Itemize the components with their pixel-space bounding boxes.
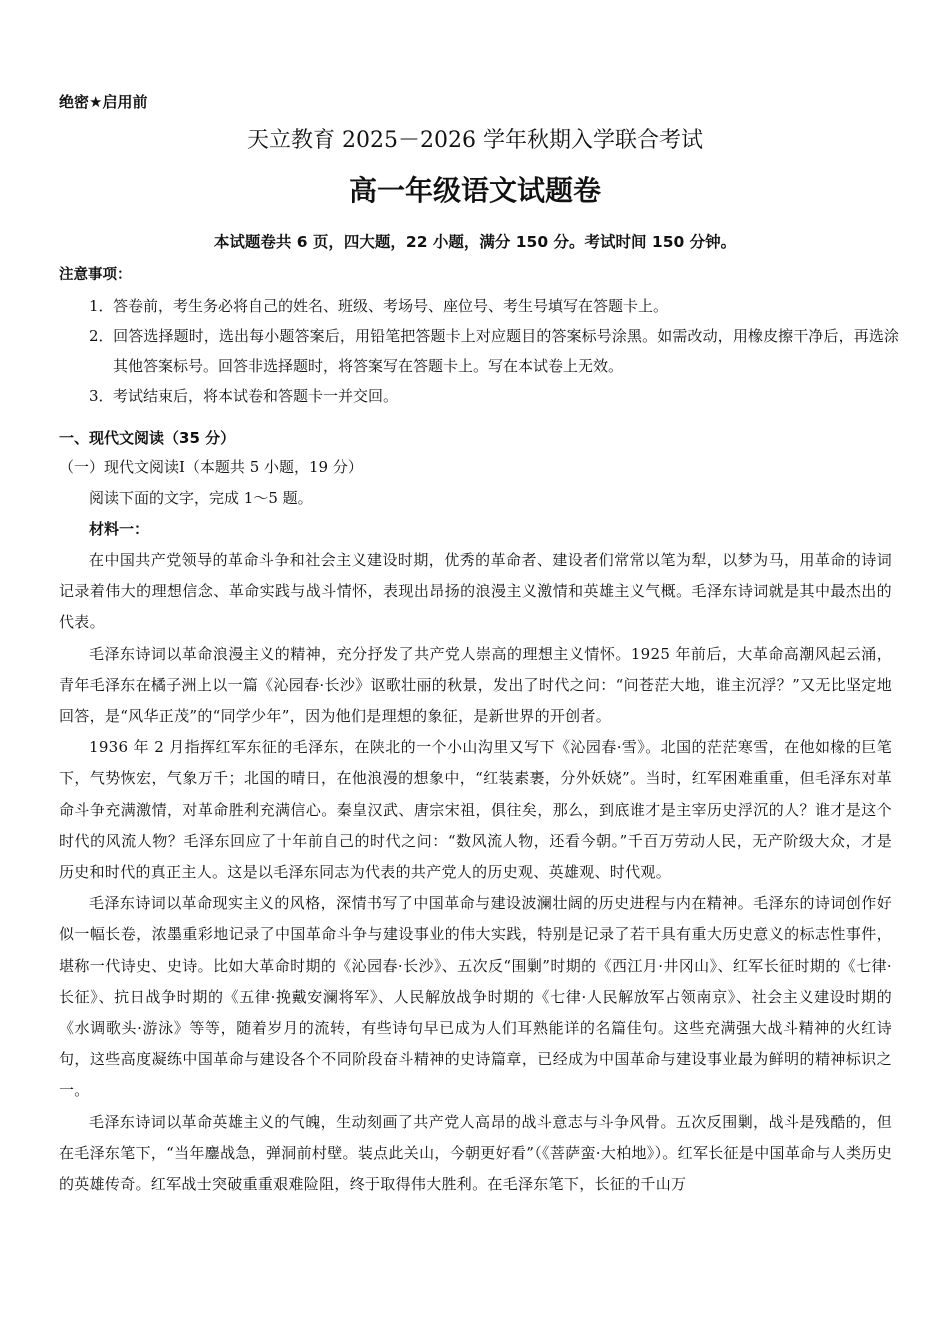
body-paragraph: 在中国共产党领导的革命斗争和社会主义建设时期，优秀的革命者、建设者们常常以笔为犁，以梦为马，用革命的诗词记录着伟大的理想信念、革命实践与战斗情怀，表现出昂扬的浪漫主义激情和英雄主义气概。毛泽东诗词就是其中最杰出的代表。 [59,551,892,632]
notice-item [89,321,899,381]
subsection-heading: （一）现代文阅读Ⅰ（本题共 5 小题，19 分） [59,458,363,476]
body-paragraph: 1936 年 2 月指挥红军东征的毛泽东，在陕北的一个小山沟里又写下《沁园春·雪》。北国的茫茫寒雪，在他如椽的巨笔下，气势恢宏，气象万千；北国的晴日，在他浪漫的想象中，“红装素裹，分外妖娆”。当时，红军困难重重，但毛泽东对革命斗争充满激情，对革命胜利充满信心。秦皇汉武、唐宗宋祖，俱往矣，那么，到底谁才是主宰历史浮沉的人？谁才是这个时代的风流人物？毛泽东回应了十年前自己的时代之问：“数风流人物，还看今朝。”千百万劳动人民，无产阶级大众，才是历史和时代的真正主人。这是以毛泽东同志为代表的共产党人的历史观、英雄观、时代观。 [59,738,892,882]
notice-item [89,291,899,321]
notice-item-number: 1． [89,297,114,315]
paper-info: 本试题卷共 6 页，四大题，22 小题，满分 150 分。考试时间 150 分钟。 [213,233,737,251]
paper-title: 高一年级语文试题卷 [348,174,601,207]
exam-title: 天立教育 2025－2026 学年秋期入学联合考试 [247,128,703,153]
body-paragraph: 毛泽东诗词以革命英雄主义的气魄，生动刻画了共产党人高昂的战斗意志与斗争风骨。五次反围剿，战斗是残酷的，但在毛泽东笔下，“当年鏖战急，弹洞前村壁。装点此关山，今朝更好看”（《菩萨蛮·大柏地》）。红军长征是中国革命与人类历史的英雄传奇。红军战士突破重重艰难险阻，终于取得伟大胜利。在毛泽东笔下，长征的千山万 [59,1112,892,1194]
body-paragraph: 毛泽东诗词以革命现实主义的风格，深情书写了中国革命与建设波澜壮阔的历史进程与内在精神。毛泽东的诗词创作好似一幅长卷，浓墨重彩地记录了中国革命斗争与建设事业的伟大实践，特别是记录了若干具有重大历史意义的标志性事件，堪称一代诗史、史诗。比如大革命时期的《沁园春·长沙》、五次反“围剿”时期的《西江月·井冈山》、红军长征时期的《七律·长征》、抗日战争时期的《五律·挽戴安澜将军》、人民解放战争时期的《七律·人民解放军占领南京》、社会主义建设时期的《水调歌头·游泳》等等，随着岁月的流转，有些诗句早已成为人们耳熟能详的名篇佳句。这些充满强大战斗精神的火红诗句，这些高度凝练中国革命与建设各个不同阶段奋斗精神的史诗篇章，已经成为中国革命与建设事业最为鲜明的精神标识之一。 [59,894,892,1100]
notice-item [89,381,899,411]
notice-list [89,291,899,411]
notice-item-number: 2． [89,327,114,345]
material-label: 材料一： [89,520,150,538]
notice-item-number: 3． [89,387,114,405]
body-paragraph: 毛泽东诗词以革命浪漫主义的精神，充分抒发了共产党人崇高的理想主义情怀。1925 年前后，大革命高潮风起云涌，青年毛泽东在橘子洲上以一篇《沁园春·长沙》讴歌壮丽的秋景，发出了时代之问：“问苍茫大地，谁主沉浮？”又无比坚定地回答，是“风华正茂”的“同学少年”，因为他们是理想的象征，是新世界的开创者。 [59,644,892,726]
section-heading: 一、现代文阅读（35 分） [59,429,236,447]
notice-item-text: 考试结束后，将本试卷和答题卡一并交回。 [113,387,399,405]
notice-item-text: 答卷前，考生务必将自己的姓名、班级、考场号、座位号、考生号填写在答题卡上。 [113,297,669,315]
secret-label: 绝密★启用前 [59,93,148,111]
material-body [59,545,892,1200]
reading-instruction: 阅读下面的文字，完成 1～5 题。 [89,489,313,507]
notice-heading: 注意事项： [59,267,132,283]
notice-item-text: 回答选择题时，选出每小题答案后，用铅笔把答题卡上对应题目的答案标号涂黑。如需改动，用橡皮擦干净后，再选涂其他答案标号。回答非选择题时，将答案写在答题卡上。写在本试卷上无效。 [113,327,899,375]
